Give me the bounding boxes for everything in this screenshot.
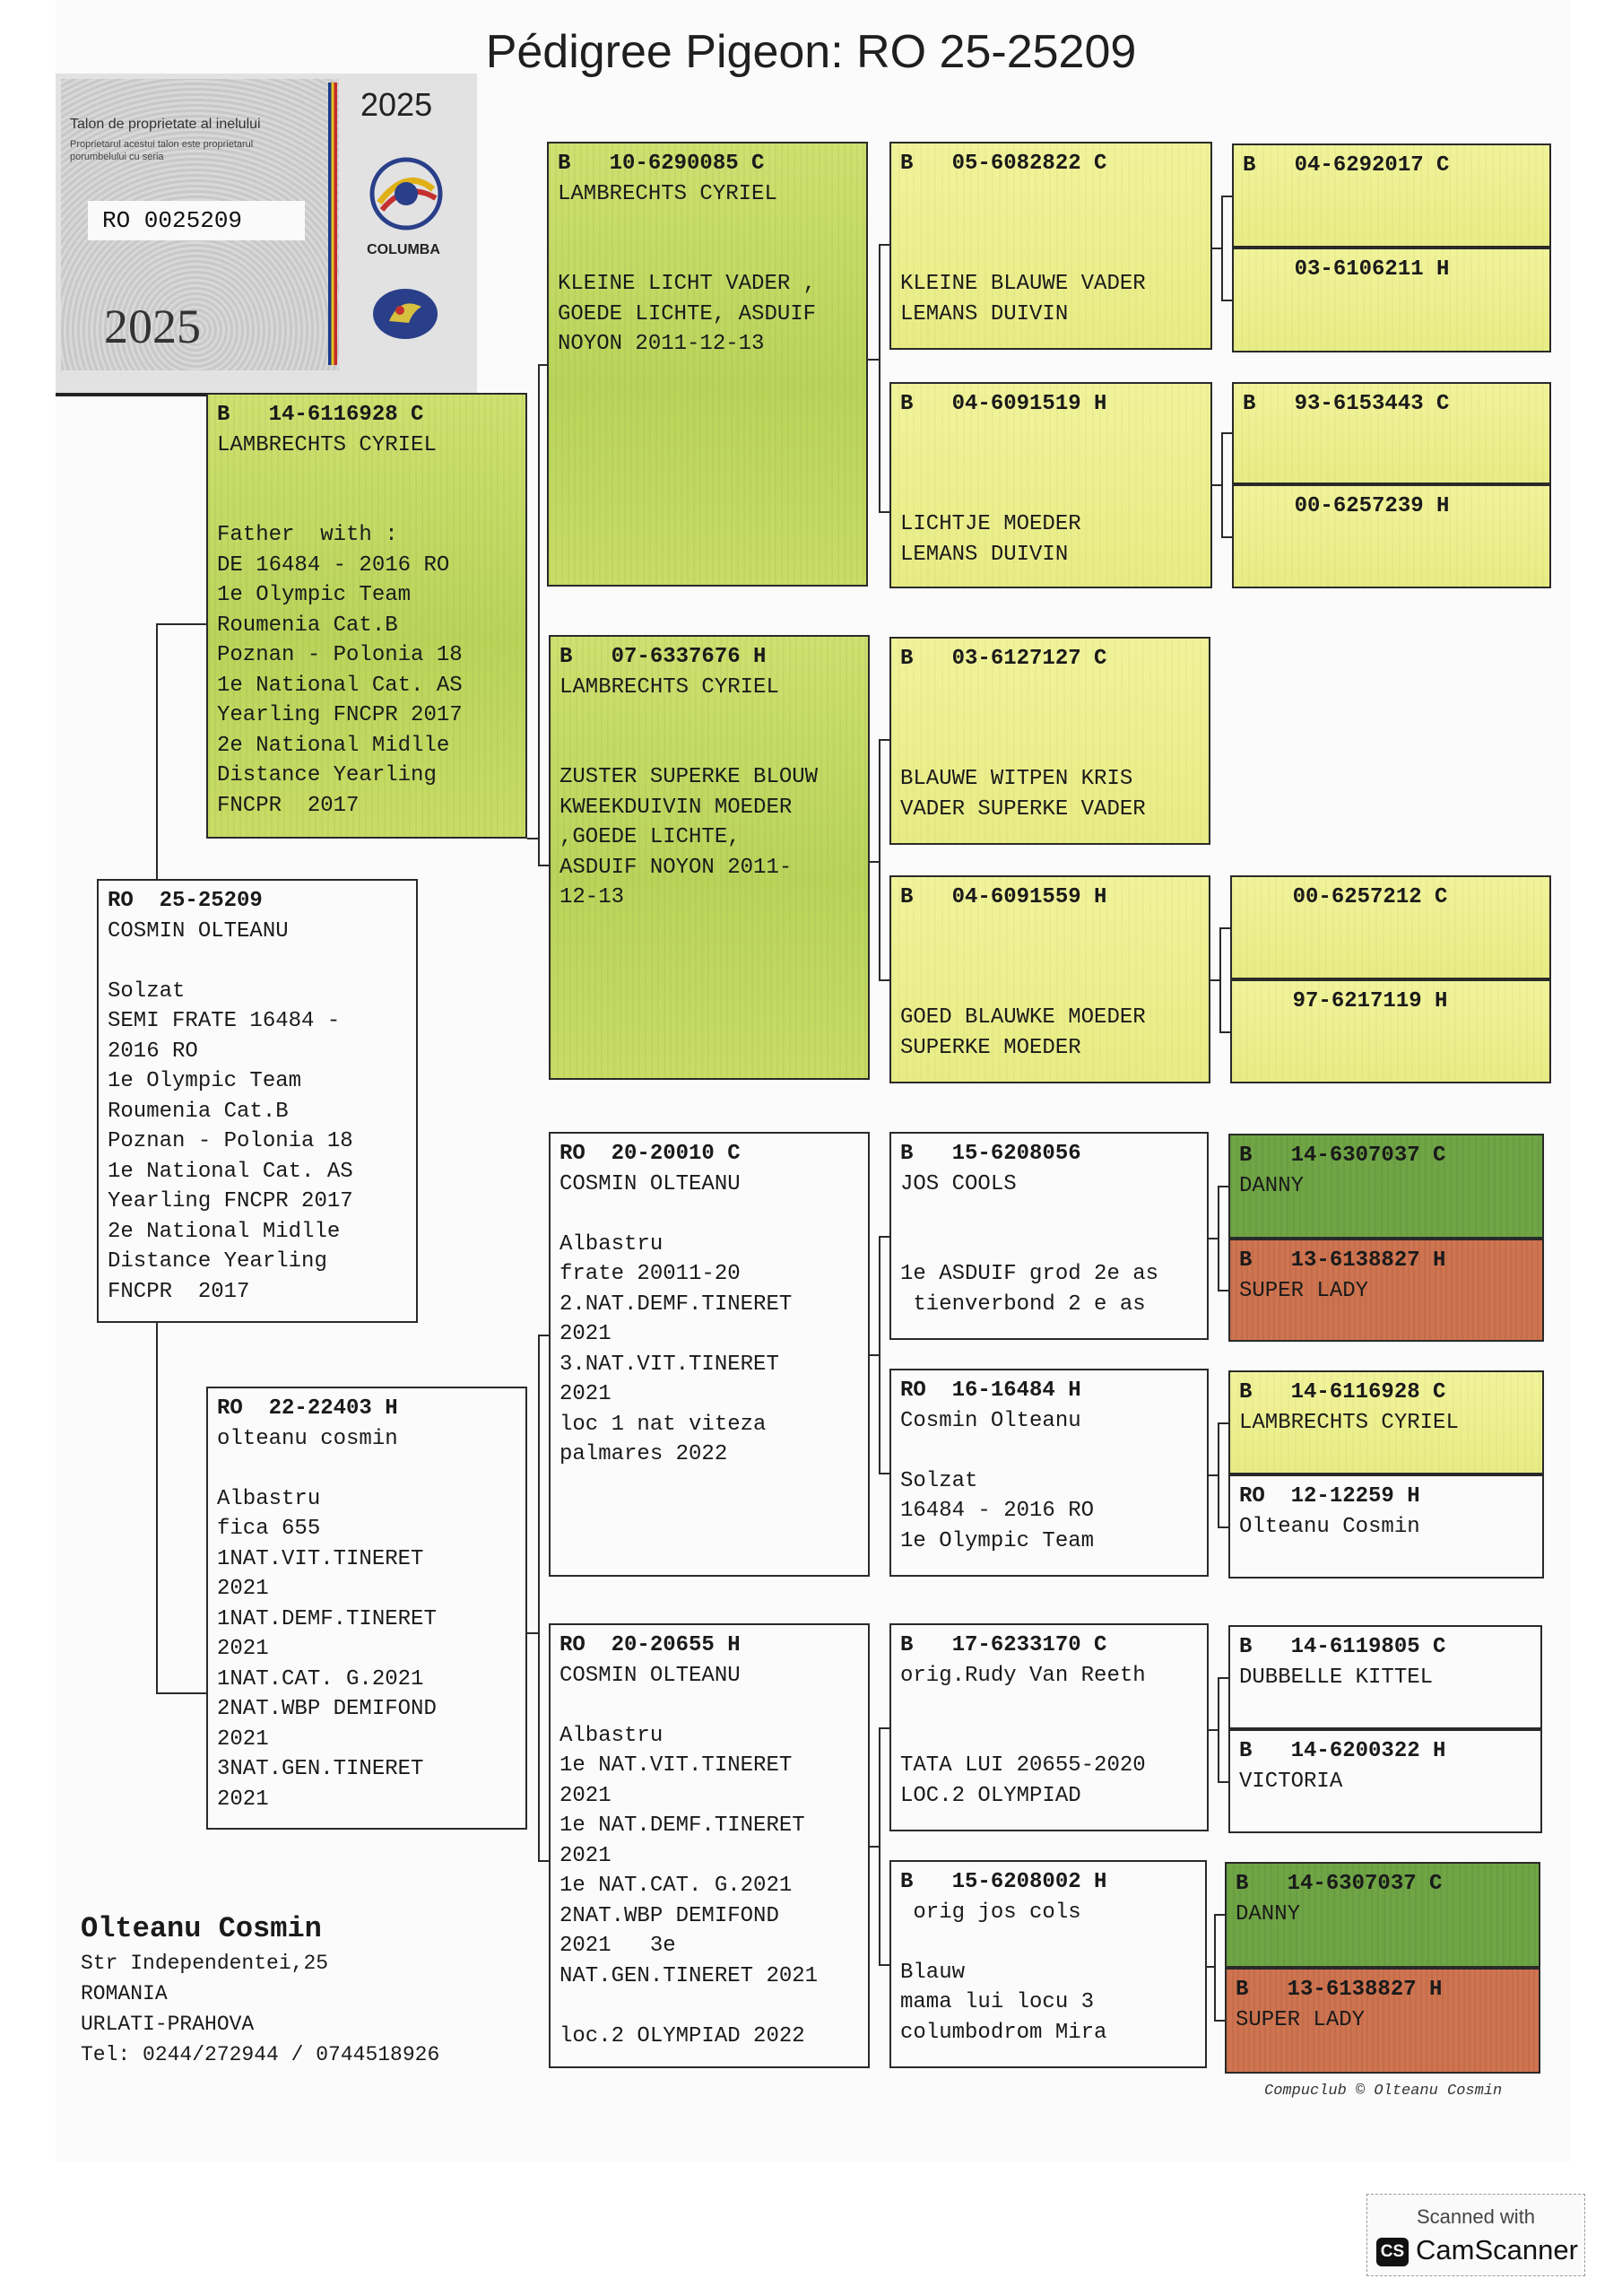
pigeon-mmff	[1228, 1625, 1542, 1729]
connector-line	[1218, 1677, 1228, 1679]
pigeon-info-line: LEMANS DUIVIN	[900, 542, 1069, 567]
pigeon-ffmf	[1232, 382, 1551, 484]
connector-line	[879, 244, 889, 246]
pigeon-info-line: COSMIN OLTEANU	[559, 1663, 741, 1688]
connector-line	[538, 364, 540, 865]
pigeon-info-line: Yearling FNCPR 2017	[108, 1189, 353, 1213]
columba-logo-icon	[366, 149, 447, 239]
connector-line	[1218, 1422, 1219, 1526]
pigeon-mfmm	[1228, 1474, 1544, 1578]
pigeon-info-line	[559, 1199, 861, 1230]
pigeon-info-line	[900, 1691, 1200, 1721]
pigeon-info-line: 2021	[217, 1787, 269, 1812]
pigeon-info-line	[900, 674, 1201, 705]
columba-brand: COLUMBA	[367, 242, 440, 257]
connector-line	[879, 979, 889, 981]
pigeon-info-line: LAMBRECHTS CYRIEL	[559, 674, 779, 700]
ring-number: B 93-6153443 C	[1243, 392, 1450, 416]
ring-number: B 14-6200322 H	[1239, 1739, 1446, 1763]
ring-number: RO 20-20010 C	[559, 1142, 741, 1166]
pigeon-info-line: 1e National Cat. AS	[217, 673, 463, 698]
pigeon-mm	[549, 1623, 870, 2068]
pigeon-info-line: NOYON 2011-12-13	[558, 332, 765, 356]
pigeon-info-line: orig jos cols	[900, 1900, 1081, 1925]
pigeon-info-line: fica 655	[217, 1517, 321, 1541]
connector-line	[879, 1964, 889, 1966]
pigeon-info-line	[900, 1230, 1200, 1260]
pigeon-info-line	[900, 1199, 1200, 1230]
pigeon-info-line: Yearling FNCPR 2017	[217, 703, 463, 727]
connector-line	[1209, 1474, 1218, 1476]
pigeon-info-line	[900, 239, 1203, 270]
pigeon-info-line	[559, 733, 861, 763]
pigeon-info-line: FNCPR 2017	[217, 793, 360, 818]
pigeon-info-line: GOED BLAUWKE MOEDER	[900, 1005, 1146, 1030]
pigeon-mmmm	[1225, 1968, 1540, 2074]
pigeon-info-line: COSMIN OLTEANU	[559, 1171, 741, 1196]
pigeon-mfff	[1228, 1134, 1544, 1239]
ring-number: RO 20-20655 H	[559, 1633, 741, 1657]
pigeon-info-line	[900, 973, 1201, 1004]
pigeon-info-line: SUPER LADY	[1236, 2007, 1366, 2032]
connector-line	[1210, 979, 1219, 981]
ticket-subtitle: Proprietarul acestui talon este proprietarul porumbelului cu seria	[70, 139, 254, 162]
pigeon-info-line	[900, 179, 1203, 210]
pigeon-info-line	[559, 702, 861, 733]
pigeon-info-line: Father with :	[217, 523, 398, 547]
pigeon-info-line: 3NAT.GEN.TINERET	[217, 1757, 424, 1781]
connector-line	[1209, 1729, 1218, 1731]
connector-line	[1221, 432, 1232, 434]
pigeon-mmm	[889, 1860, 1207, 2068]
connector-line	[1214, 2020, 1225, 2022]
pigeon-info-line: Cosmin Olteanu	[900, 1408, 1081, 1433]
connector-line	[879, 1727, 889, 1729]
pigeon-info-line: Roumenia Cat.B	[217, 613, 398, 638]
ring-number: B 15-6208002 H	[900, 1870, 1107, 1894]
ring-number: 00-6257212 C	[1241, 885, 1448, 909]
pigeon-info-line: NAT.GEN.TINERET 2021	[559, 1963, 819, 1988]
pigeon-info-line: VADER SUPERKE VADER	[900, 796, 1146, 822]
camscanner-badge[interactable]	[1366, 2194, 1585, 2276]
ring-number: B 14-6116928 C	[1239, 1380, 1446, 1405]
pigeon-info-line: orig.Rudy Van Reeth	[900, 1663, 1146, 1688]
pigeon-fmmm	[1230, 979, 1551, 1083]
pigeon-info-line: COSMIN OLTEANU	[108, 918, 289, 944]
connector-line	[538, 1860, 549, 1862]
ring-number: B 13-6138827 H	[1236, 1978, 1443, 2002]
pigeon-fffm	[1232, 248, 1551, 352]
connector-line	[1221, 196, 1232, 197]
pigeon-info-line: VICTORIA	[1239, 1769, 1343, 1794]
pigeon-info-line: olteanu cosmin	[217, 1426, 398, 1451]
pigeon-info-line: 1e NAT.CAT. G.2021	[559, 1874, 793, 1898]
pigeon-fmm	[889, 875, 1210, 1083]
pigeon-info-line: Albastru	[559, 1231, 664, 1257]
connector-line	[527, 1632, 538, 1634]
connector-line	[1218, 1781, 1228, 1783]
connector-line	[156, 1323, 158, 1692]
pigeon-mfmf	[1228, 1370, 1544, 1474]
pigeon-info-line: 2021	[217, 1726, 269, 1752]
pigeon-info-line: ASDUIF NOYON 2011-	[559, 855, 793, 880]
pigeon-info-line: Solzat	[900, 1468, 978, 1493]
connector-line	[879, 1236, 889, 1238]
pigeon-info-line	[217, 491, 518, 521]
pigeon-info-line: 2016 RO	[108, 1039, 198, 1064]
pigeon-info-line: KLEINE LICHT VADER ,	[558, 272, 817, 296]
pigeon-info-line: LAMBRECHTS CYRIEL	[558, 181, 777, 206]
ring-number: B 14-6307037 C	[1236, 1872, 1443, 1896]
connector-line	[879, 1236, 880, 1473]
pigeon-info-line: Albastru	[217, 1486, 321, 1511]
pigeon-ffmm	[1232, 484, 1551, 588]
ring-number: B 04-6292017 C	[1243, 153, 1450, 178]
pigeon-info-line	[900, 209, 1203, 239]
connector-line	[538, 865, 549, 866]
pigeon-info-line: FNCPR 2017	[108, 1279, 250, 1304]
pigeon-info-line: Poznan - Polonia 18	[217, 643, 463, 667]
pigeon-info-line: 1e Olympic Team	[217, 583, 412, 607]
connector-line	[527, 838, 538, 839]
connector-line	[1212, 248, 1221, 249]
pigeon-info-line: KWEEKDUIVIN MOEDER	[559, 795, 793, 820]
camscanner-brand: CamScanner	[1416, 2234, 1578, 2266]
pigeon-ffff	[1232, 144, 1551, 248]
pigeon-ffm	[889, 382, 1212, 588]
ticket-title: Talon de proprietate al inelului	[70, 117, 261, 132]
owner-phone: Tel: 0244/272944 / 0744518926	[81, 2043, 440, 2066]
pigeon-info-line	[900, 735, 1201, 765]
pigeon-info-line: 2NAT.WBP DEMIFOND	[217, 1697, 437, 1721]
ring-number: RO 16-16484 H	[900, 1378, 1081, 1403]
ticket-brand-year: 2025	[360, 86, 433, 123]
connector-line	[879, 739, 889, 741]
pigeon-info-line	[217, 460, 518, 491]
ring-number: B 14-6307037 C	[1239, 1144, 1446, 1168]
pigeon-info-line	[559, 1991, 861, 2022]
pigeon-info-line	[900, 913, 1201, 944]
connector-line	[538, 1335, 540, 1860]
ring-number: B 10-6290085 C	[558, 152, 765, 176]
connector-line	[1219, 927, 1221, 1031]
pigeon-info-line: 3.NAT.VIT.TINERET	[559, 1352, 779, 1377]
pigeon-info-line: 2021	[559, 1783, 612, 1808]
owner-info	[81, 1910, 439, 2070]
connector-line	[1218, 1526, 1228, 1528]
pigeon-mff	[889, 1132, 1209, 1340]
ring-number: RO 25-25209	[108, 889, 263, 913]
pigeon-info-line: columbodrom Mira	[900, 2020, 1107, 2045]
pigeon-info-line: Olteanu Cosmin	[1239, 1514, 1420, 1539]
ring-number: B 04-6091519 H	[900, 392, 1107, 416]
connector-line	[1212, 484, 1221, 486]
connector-line	[1218, 1186, 1228, 1187]
pigeon-info-line: 12-13	[559, 885, 625, 909]
pigeon-info-line: frate 20011-20	[559, 1262, 741, 1286]
pigeon-mf	[549, 1132, 870, 1577]
pigeon-info-line: 1NAT.VIT.TINERET	[217, 1546, 424, 1571]
pigeon-info-line: DE 16484 - 2016 RO	[217, 552, 450, 578]
pigeon-info-line: loc 1 nat viteza	[559, 1412, 767, 1437]
pigeon-info-line: ,GOEDE LICHTE,	[559, 825, 741, 849]
pigeon-info-line	[108, 946, 409, 977]
pigeon-info-line: Poznan - Polonia 18	[108, 1129, 353, 1153]
ring-number: B 03-6127127 C	[900, 647, 1107, 671]
ring-number: B 05-6082822 C	[900, 152, 1107, 176]
pigeon-info-line: 2.NAT.DEMF.TINERET	[559, 1292, 793, 1317]
pigeon-info-line: ZUSTER SUPERKE BLOUW	[559, 765, 819, 789]
pigeon-info-line: 2021	[217, 1637, 269, 1661]
pigeon-info-line: 1NAT.DEMF.TINERET	[217, 1606, 437, 1631]
pigeon-info-line: Distance Yearling	[108, 1249, 327, 1274]
owner-name: Olteanu Cosmin	[81, 1912, 322, 1945]
pigeon-info-line	[900, 704, 1201, 735]
pigeon-info-line	[900, 943, 1201, 973]
pigeon-m	[206, 1387, 527, 1830]
pigeon-f	[206, 393, 527, 839]
pigeon-info-line: Distance Yearling	[217, 763, 437, 787]
connector-line	[879, 511, 889, 513]
pigeon-info-line	[217, 1454, 518, 1484]
flag-stripe	[328, 83, 337, 365]
credit-line: Compuclub © Olteanu Cosmin	[1264, 2083, 1503, 2100]
ring-number: RO 12-12259 H	[1239, 1484, 1420, 1509]
pigeon-info-line: LAMBRECHTS CYRIEL	[217, 432, 437, 457]
pigeon-fff	[889, 142, 1212, 350]
pigeon-info-line: 2021	[559, 1843, 612, 1868]
pigeon-info-line: 1e Olympic Team	[900, 1528, 1095, 1553]
connector-line	[1221, 300, 1232, 301]
pigeon-info-line: 2021	[559, 1382, 612, 1406]
pigeon-info-line	[900, 1721, 1200, 1752]
pigeon-info-line	[900, 1927, 1198, 1958]
pigeon-info-line: 2021	[559, 1322, 612, 1346]
pigeon-info-line: Albastru	[559, 1723, 664, 1748]
connector-line	[538, 1335, 549, 1336]
connector-line	[1221, 536, 1232, 538]
connector-line	[156, 623, 158, 879]
owner-street: Str Independentei,25	[81, 1952, 329, 1975]
pigeon-info-line: LICHTJE MOEDER	[900, 512, 1081, 536]
pigeon-info-line: 1e ASDUIF grod 2e as	[900, 1262, 1159, 1286]
connector-line	[1221, 432, 1223, 536]
scanned-with-label: Scanned with	[1416, 2205, 1536, 2228]
connector-line	[538, 364, 547, 366]
pigeon-info-line: 1e National Cat. AS	[108, 1159, 353, 1184]
ring-number: B 04-6091559 H	[900, 885, 1107, 909]
connector-line	[1221, 196, 1223, 300]
pigeon-info-line	[558, 239, 859, 270]
connector-line	[870, 1846, 879, 1848]
pigeon-info-line: 2021 3e	[559, 1934, 676, 1958]
pigeon-info-line: palmares 2022	[559, 1442, 728, 1466]
pigeon-info-line: TATA LUI 20655-2020	[900, 1753, 1146, 1778]
ring-number: B 07-6337676 H	[559, 645, 767, 669]
pigeon-info-line: DUBBELLE KITTEL	[1239, 1665, 1434, 1690]
pigeon-info-line: LOC.2 OLYMPIAD	[900, 1783, 1081, 1808]
pigeon-info-line: 1e NAT.VIT.TINERET	[559, 1753, 793, 1778]
pigeon-info-line: SUPER LADY	[1239, 1278, 1369, 1303]
pigeon-info-line: tienverbond 2 e as	[900, 1292, 1146, 1317]
pigeon-info-line: 2NAT.WBP DEMIFOND	[559, 1903, 779, 1928]
pigeon-mmfm	[1228, 1729, 1542, 1833]
pigeon-info-line	[900, 480, 1203, 510]
connector-line	[879, 244, 880, 511]
pigeon-info-line: loc.2 OLYMPIAD 2022	[559, 2023, 805, 2048]
pigeon-info-line: Roumenia Cat.B	[108, 1099, 289, 1124]
connector-line	[156, 623, 206, 625]
connector-line	[870, 861, 879, 863]
pigeon-info-line: 1e NAT.DEMF.TINERET	[559, 1813, 805, 1838]
ring-number: B 15-6208056	[900, 1142, 1081, 1166]
pigeon-info-line: SUPERKE MOEDER	[900, 1035, 1081, 1060]
pigeon-info-line: 16484 - 2016 RO	[900, 1499, 1095, 1523]
connector-line	[1219, 927, 1230, 929]
pigeon-info-line: BLAUWE WITPEN KRIS	[900, 767, 1133, 791]
connector-line	[879, 1727, 880, 1964]
pigeon-mfm	[889, 1369, 1209, 1577]
pigeon-fm	[549, 635, 870, 1080]
connector-line	[870, 1354, 879, 1356]
connector-line	[1218, 1186, 1219, 1290]
pigeon-info-line: LAMBRECHTS CYRIEL	[1239, 1410, 1459, 1435]
pigeon-emblem-icon	[369, 285, 441, 343]
ring-ticket	[56, 74, 477, 396]
pigeon-info-line: GOEDE LICHTE, ASDUIF	[558, 301, 817, 326]
connector-line	[1218, 1677, 1219, 1781]
pigeon-info-line: LEMANS DUIVIN	[900, 301, 1069, 326]
connector-line	[868, 359, 879, 361]
connector-line	[1218, 1290, 1228, 1292]
pigeon-info-line	[900, 449, 1203, 480]
connector-line	[879, 739, 880, 979]
connector-line	[156, 1692, 206, 1694]
camscanner-icon: CS	[1376, 2238, 1409, 2266]
pigeon-info-line: 2e National Midlle	[217, 733, 450, 758]
pigeon-mffm	[1228, 1239, 1544, 1342]
ring-number: 97-6217119 H	[1241, 989, 1448, 1013]
connector-line	[1207, 1966, 1216, 1968]
pigeon-ff	[547, 142, 868, 587]
ticket-year: 2025	[104, 300, 201, 353]
pigeon-fmmf	[1230, 875, 1551, 979]
ticket-ring-number: RO 0025209	[88, 201, 305, 240]
pigeon-fmf	[889, 637, 1210, 845]
pigeon-info-line: 2e National Midlle	[108, 1219, 341, 1244]
pigeon-mmmf	[1225, 1862, 1540, 1968]
pigeon-mmf	[889, 1623, 1209, 1831]
pigeon-info-line	[558, 209, 859, 239]
pigeon-info-line: DANNY	[1239, 1173, 1305, 1198]
ring-number: RO 22-22403 H	[217, 1396, 398, 1421]
pigeon-info-line: Blauw	[900, 1960, 966, 1985]
pigeon-info-line: Solzat	[108, 978, 186, 1004]
pigeon-main	[97, 879, 418, 1323]
pigeon-info-line: JOS COOLS	[900, 1171, 1017, 1196]
connector-line	[879, 1473, 889, 1474]
pigeon-info-line: SEMI FRATE 16484 -	[108, 1009, 341, 1033]
connector-line	[1214, 1914, 1225, 1916]
pigeon-info-line: 1NAT.CAT. G.2021	[217, 1666, 424, 1692]
pigeon-info-line: 1e Olympic Team	[108, 1069, 302, 1093]
owner-country: ROMANIA	[81, 1982, 168, 2005]
ring-number: B 13-6138827 H	[1239, 1248, 1446, 1273]
pigeon-info-line	[900, 1436, 1200, 1466]
ring-number: B 14-6119805 C	[1239, 1635, 1446, 1659]
ring-number: B 17-6233170 C	[900, 1633, 1107, 1657]
owner-city: URLATI-PRAHOVA	[81, 2013, 255, 2036]
ticket-card	[61, 79, 339, 370]
connector-line	[1218, 1422, 1228, 1424]
pigeon-info-line	[559, 1691, 861, 1721]
ring-number: B 14-6116928 C	[217, 403, 424, 427]
ring-number: 00-6257239 H	[1243, 494, 1450, 518]
ring-number: 03-6106211 H	[1243, 257, 1450, 282]
pigeon-info-line: 2021	[217, 1577, 269, 1601]
connector-line	[1209, 1238, 1218, 1239]
pigeon-info-line: KLEINE BLAUWE VADER	[900, 272, 1146, 296]
connector-line	[1219, 1031, 1230, 1033]
pigeon-info-line: mama lui locu 3	[900, 1990, 1095, 2014]
pigeon-info-line	[900, 420, 1203, 450]
pigeon-info-line: DANNY	[1236, 1901, 1301, 1926]
page-title: Pédigree Pigeon: RO 25-25209	[485, 26, 1137, 78]
